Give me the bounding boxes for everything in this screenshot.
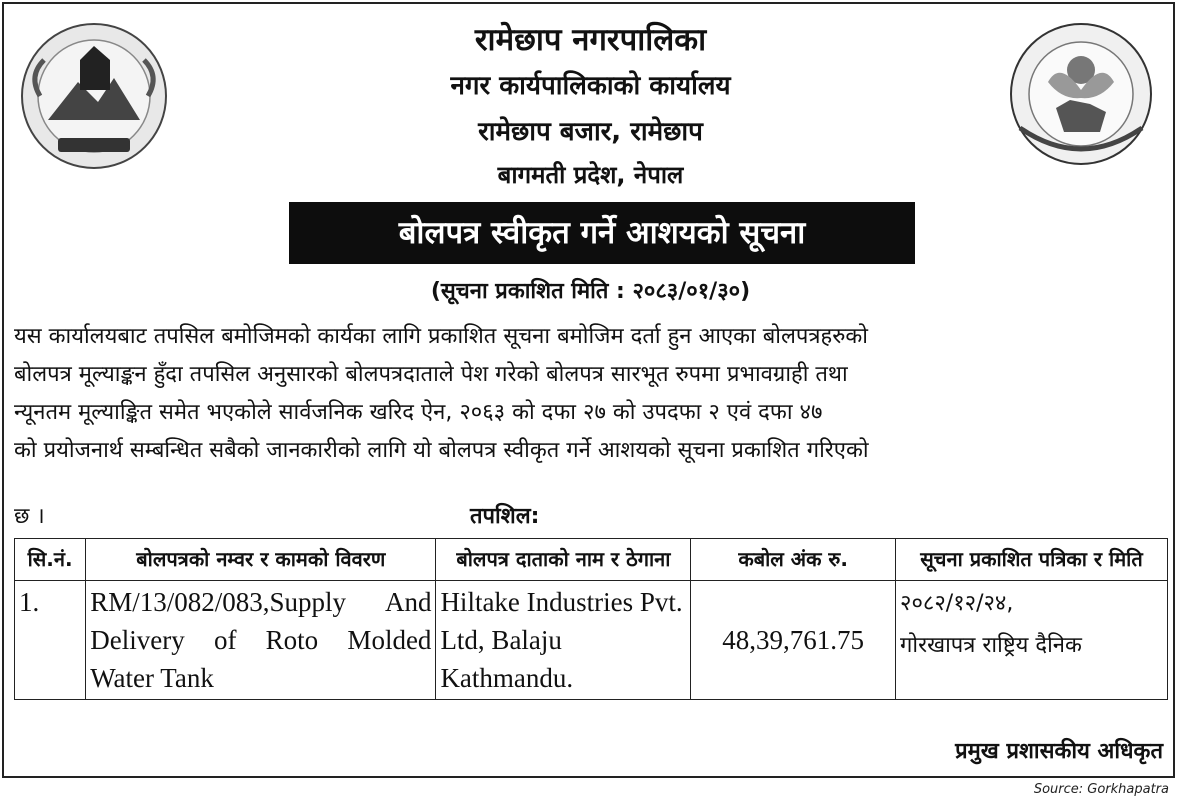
col-serial: सि.नं. [15, 539, 86, 581]
col-bidder: बोलपत्र दाताको नाम र ठेगाना [436, 539, 691, 581]
col-description: बोलपत्रको नम्वर र कामको विवरण [86, 539, 436, 581]
signatory: प्रमुख प्रशासकीय अधिकृत [955, 739, 1163, 764]
office-name: रामेछाप नगरपालिका [474, 22, 707, 58]
row-publication-name: गोरखापत्र राष्ट्रिय दैनिक [900, 633, 1082, 658]
office-province: बागमती प्रदेश, नेपाल [497, 161, 684, 189]
row-description: RM/13/082/083,Supply And Delivery of Roto Molded Water Tank [86, 581, 436, 700]
bid-details-table [14, 538, 1168, 700]
col-amount: कबोल अंक रु. [691, 539, 896, 581]
notice-body [14, 318, 1170, 470]
office-subtitle: नगर कार्यपालिकाको कार्यालय [450, 71, 731, 101]
body-line: न्यूनतम मूल्याङ्कित समेत भएकोले सार्वजनिक खरिद ऐन, २०६३ को दफा २७ को उपदफा २ एवं दफा ४७ [14, 400, 823, 425]
row-amount: 48,39,761.75 [691, 581, 896, 700]
col-publication: सूचना प्रकाशित पत्रिका र मिति [896, 539, 1168, 581]
source-credit: Source: Gorkhapatra [1033, 782, 1169, 797]
body-line: बोलपत्र मूल्याङ्कन हुँदा तपसिल अनुसारको बोलपत्रदाताले पेश गरेको बोलपत्र सारभूत रुपमा प्रभावग्राही तथा [14, 362, 848, 387]
table-row [15, 581, 1168, 700]
row-serial: 1. [15, 581, 86, 700]
body-line: यस कार्यालयबाट तपसिल बमोजिमको कार्यका लागि प्रकाशित सूचना बमोजिम दर्ता हुन आएका बोलपत्रहरुको [14, 324, 868, 349]
notice-title: बोलपत्र स्वीकृत गर्ने आशयको सूचना [289, 202, 915, 264]
office-location: रामेछाप बजार, रामेछाप [478, 117, 703, 147]
body-end: छ । [14, 504, 45, 529]
row-publication [896, 581, 1168, 700]
body-line: को प्रयोजनार्थ सम्बन्धित सबैको जानकारीको लागि यो बोलपत्र स्वीकृत गर्ने आशयको सूचना प्रकाशित गरिएको [14, 438, 869, 463]
table-header-row [15, 539, 1168, 581]
published-date: (सूचना प्रकाशित मिति : २०८३/०१/३०) [430, 279, 751, 304]
row-publication-date: २०८२/१२/२४, [900, 591, 1014, 616]
details-label: तपशिल: [470, 504, 540, 529]
row-bidder: Hiltake Industries Pvt. Ltd, Balaju Kathmandu. [436, 581, 691, 700]
